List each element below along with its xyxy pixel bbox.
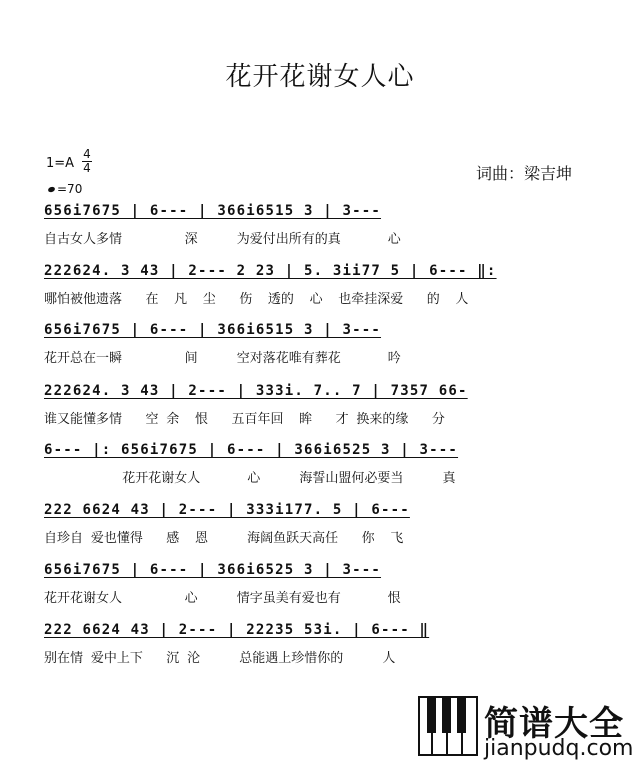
lyrics-row: 花开花谢女人 心 海誓山盟何必要当 真 [44,471,456,486]
score-line [0,203,640,263]
notes-row: 222624. 3 43 | 2--- | 333i. 7.. 7 | 7357 66- [44,383,468,399]
tempo-value: =70 [57,182,83,196]
score-line [0,622,640,682]
score-line [0,383,640,443]
site-logo [418,696,632,766]
time-signature [82,148,92,175]
lyrics-row: 自古女人多情 深 为爱付出所有的真 心 [44,232,401,247]
key-signature: 1=A [46,156,75,171]
lyrics-row: 自珍自 爱也懂得 感 恩 海阔鱼跃天高任 你 飞 [44,531,404,546]
notes-row: 222624. 3 43 | 2--- 2 23 | 5. 3ii77 5 | 6--- ‖: [44,263,497,279]
notes-row: 6--- |: 656i7675 | 6--- | 366i6525 3 | 3--- [44,442,459,458]
score-line [0,562,640,622]
lyrics-row: 别在情 爱中上下 沉 沦 总能遇上珍惜你的 人 [44,651,396,666]
score-line [0,263,640,323]
piano-keys-icon [418,696,478,756]
lyrics-row: 花开花谢女人 心 情字虽美有爱也有 恨 [44,591,401,606]
song-title: 花开花谢女人心 [225,62,415,92]
lyrics-row: 花开总在一瞬 间 空对落花唯有葬花 吟 [44,351,401,366]
credit: 词曲：梁吉坤 [476,164,573,183]
logo-name: 简谱大全 [484,704,624,744]
notes-row: 222 6624 43 | 2--- | 22235 53i. | 6--- ‖ [44,622,430,638]
time-signature-bottom: 4 [83,161,91,175]
notes-row: 222 6624 43 | 2--- | 333i177. 5 | 6--- [44,502,410,518]
logo-url[interactable]: jianpudq.com [484,736,634,761]
lyrics-row: 谁又能懂多情 空 余 恨 五百年回 眸 才 换来的缘 分 [44,412,445,427]
score-line [0,502,640,562]
notes-row: 656i7675 | 6--- | 366i6515 3 | 3--- [44,322,382,338]
notes-row: 656i7675 | 6--- | 366i6515 3 | 3--- [44,203,382,219]
notes-row: 656i7675 | 6--- | 366i6525 3 | 3--- [44,562,382,578]
quarter-note-icon [47,186,55,193]
score-line [0,322,640,382]
score-line [0,442,640,502]
tempo-marking [48,182,82,196]
time-signature-top: 4 [83,147,91,161]
lyrics-row: 哪怕被他遗落 在 凡 尘 伤 透的 心 也牵挂深爱 的 人 [44,292,469,307]
